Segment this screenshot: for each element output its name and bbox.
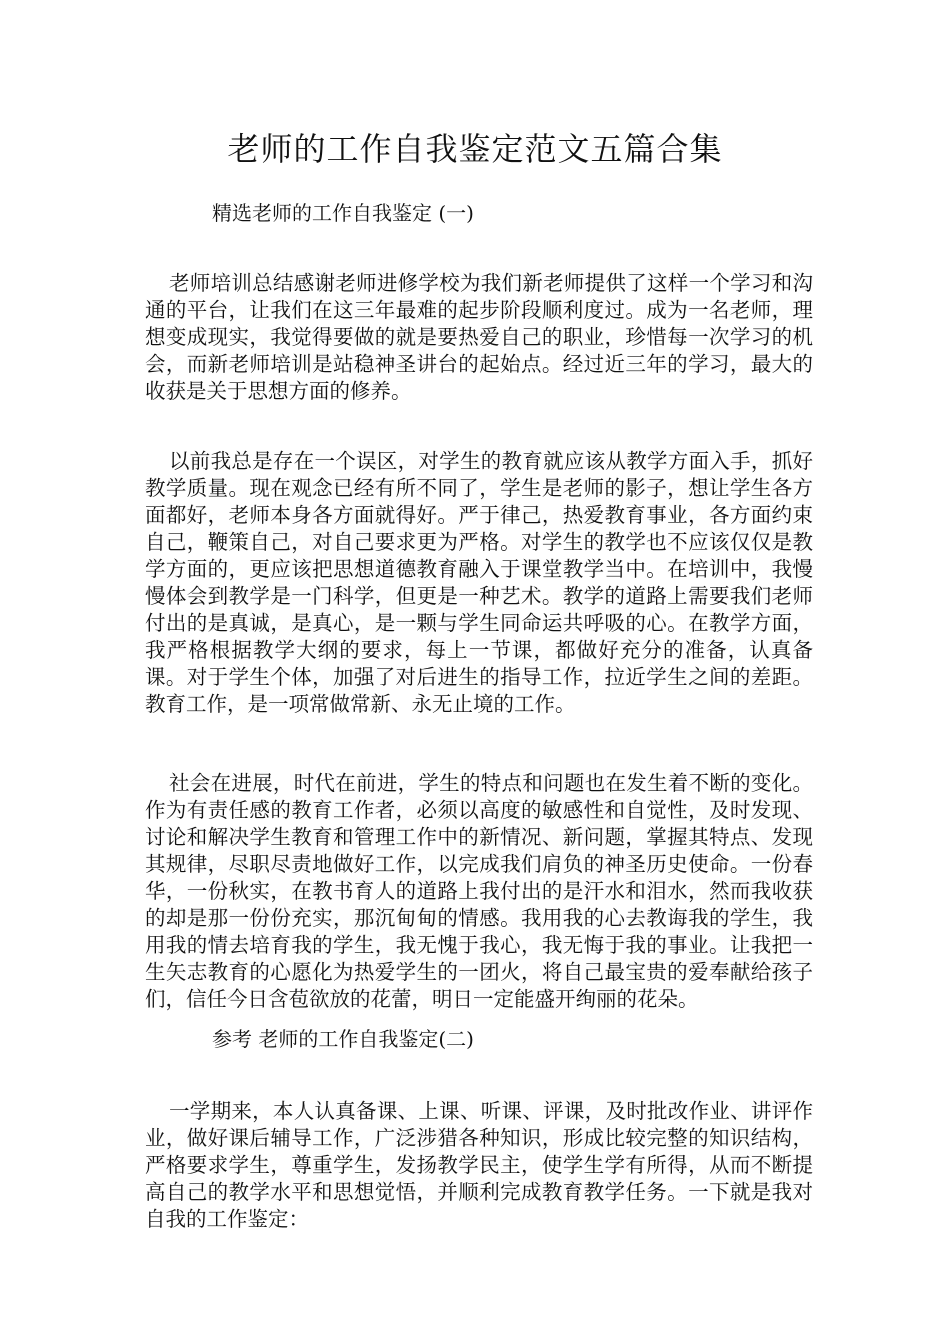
document-title: 老师的工作自我鉴定范文五篇合集: [227, 130, 723, 168]
paragraph-3: 社会在进展，时代在前进，学生的特点和问题也在发生着不断的变化。作为有责任感的教育工作者，必须以高度的敏感性和自觉性，及时发现、讨论和解决学生教育和管理工作中的新情况、新问题，掌握其特点、发现其规律，尽职尽责地做好工作，以完成我们肩负的神圣历史使命。一份春华，一份秋实，在教书育人的道路上我付出的是汗水和泪水，然而我收获的却是那一份份充实，那沉甸甸的情感。我用我的心去教诲我的学生，我用我的情去培育我的学生，我无愧于我心，我无悔于我的事业。让我把一生矢志教育的心愿化为热爱学生的一团火，将自己最宝贵的爱奉献给孩子们，信任今日含苞欲放的花蕾，明日一定能盛开绚丽的花朵。: [145, 771, 813, 1011]
section-heading-2: 参考 老师的工作自我鉴定(二): [212, 1027, 474, 1051]
section-heading-1: 精选老师的工作自我鉴定 (一): [212, 201, 474, 225]
paragraph-1: 老师培训总结感谢老师进修学校为我们新老师提供了这样一个学习和沟通的平台，让我们在这三年最难的起步阶段顺利度过。成为一名老师，理想变成现实，我觉得要做的就是要热爱自己的职业，珍惜每一次学习的机会，而新老师培训是站稳神圣讲台的起始点。经过近三年的学习，最大的收获是关于思想方面的修养。: [145, 271, 813, 403]
paragraph-4: 一学期来，本人认真备课、上课、听课、评课，及时批改作业、讲评作业，做好课后辅导工作，广泛涉猎各种知识，形成比较完整的知识结构，严格要求学生，尊重学生，发扬教学民主，使学生学有所得，从而不断提高自己的教学水平和思想觉悟，并顺利完成教育教学任务。一下就是我对自我的工作鉴定：: [145, 1099, 813, 1231]
paragraph-2: 以前我总是存在一个误区，对学生的教育就应该从教学方面入手，抓好教学质量。现在观念已经有所不同了，学生是老师的影子，想让学生各方面都好，老师本身各方面就得好。严于律己，热爱教育事业，各方面约束自己，鞭策自己，对自己要求更为严格。对学生的教学也不应该仅仅是教学方面的，更应该把思想道德教育融入于课堂教学当中。在培训中，我慢慢体会到教学是一门科学，但更是一种艺术。教学的道路上需要我们老师付出的是真诚，是真心，是一颗与学生同命运共呼吸的心。在教学方面，我严格根据教学大纲的要求，每上一节课，都做好充分的准备，认真备课。对于学生个体，加强了对后进生的指导工作，拉近学生之间的差距。教育工作，是一项常做常新、永无止境的工作。: [145, 449, 813, 716]
